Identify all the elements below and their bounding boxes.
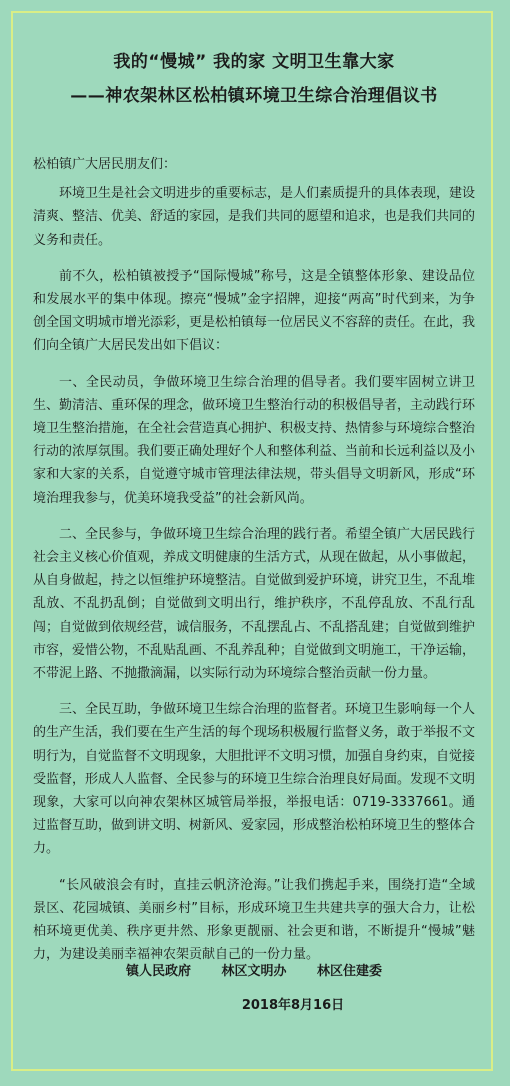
salutation: 松柏镇广大居民朋友们：	[33, 157, 177, 172]
paragraph-closing: “长风破浪会有时，直挂云帆济沧海。”让我们携起手来，围绕打造“全域景区、花园城镇、美丽乡村”目标，形成环境卫生共建共享的强大合力，让松柏环境更优美、秩序更井然、形象更靓丽、社会更和谐，不断提升“慢城”魅力，为建设美丽幸福神农架贡献自己的一份力量。	[33, 877, 475, 963]
paragraph-background: 前不久，松柏镇被授予“国际慢城”称号，这是全镇整体形象、建设品位和发展水平的集中体现。擦亮“慢城”金字招牌，迎接“两高”时代到来，为争创全国文明城市增光添彩，更是松柏镇每一位居民义不容辞的责任。在此，我们向全镇广大居民发出如下倡议：	[33, 268, 476, 354]
document-title: 我的“慢城” 我的家 文明卫生靠大家	[113, 52, 395, 72]
issuer-housing-committee: 林区住建委	[317, 964, 383, 979]
paragraph-intro: 环境卫生是社会文明进步的重要标志，是人们素质提升的具体表现，建设清爽、整洁、优美、舒适的家园，是我们共同的愿望和追求，也是我们共同的义务和责任。	[33, 186, 476, 248]
document-frame	[11, 11, 493, 1071]
document-body	[33, 153, 475, 967]
issue-date: 2018年8月16日	[241, 998, 345, 1013]
document-subtitle: ——神农架林区松柏镇环境卫生综合治理倡议书	[70, 86, 438, 106]
paragraph-point-3: 三、全民互助，争做环境卫生综合治理的监督者。环境卫生影响每一个人的生产生活，我们要在生产生活的每个现场积极履行监督义务，敢于举报不文明行为，自觉监督不文明现象，大胆批评不文明习惯，加强自身约束，自觉接受监督，形成人人监督、全民参与的环境卫生综合治理良好局面。发现不文明现象，大家可以向神农架林区城管局举报，举报电话：0719-3337661。通过监督互助，做到讲文明、树新风、爱家园，形成整治松柏环境卫生的整体合力。	[33, 702, 476, 857]
paragraph-point-1: 一、全民动员，争做环境卫生综合治理的倡导者。我们要牢固树立讲卫生、勤清洁、重环保的理念，做环境卫生整治行动的积极倡导者，主动践行环境卫生整治措施，在全社会营造真心拥护、积极支持、热情参与环境综合整治行动的浓厚氛围。我们要正确处理好个人和整体利益、当前和长远利益以及小家和大家的关系，自觉遵守城市管理法律法规，带头倡导文明新风，形成“环境治理我参与，优美环境我受益”的社会新风尚。	[33, 374, 476, 506]
issuer-town-government: 镇人民政府	[125, 964, 191, 979]
issuer-list	[13, 960, 495, 979]
paragraph-point-2: 二、全民参与，争做环境卫生综合治理的践行者。希望全镇广大居民践行社会主义核心价值观，养成文明健康的生活方式，从现在做起，从小事做起，从自身做起，持之以恒维护环境整洁。自觉做到爱护环境，讲究卫生，不乱堆乱放、不乱扔乱倒；自觉做到文明出行，维护秩序，不乱停乱放、不乱行乱闯；自觉做到依规经营，诚信服务，不乱摆乱占、不乱搭乱建；自觉做到维护市容，爱惜公物，不乱贴乱画、不乱养乱种；自觉做到文明施工，干净运输，不带泥上路、不抛撒滴漏，以实际行动为环境综合整治贡献一份力量。	[33, 526, 476, 682]
issuer-civilization-office: 林区文明办	[221, 964, 287, 979]
